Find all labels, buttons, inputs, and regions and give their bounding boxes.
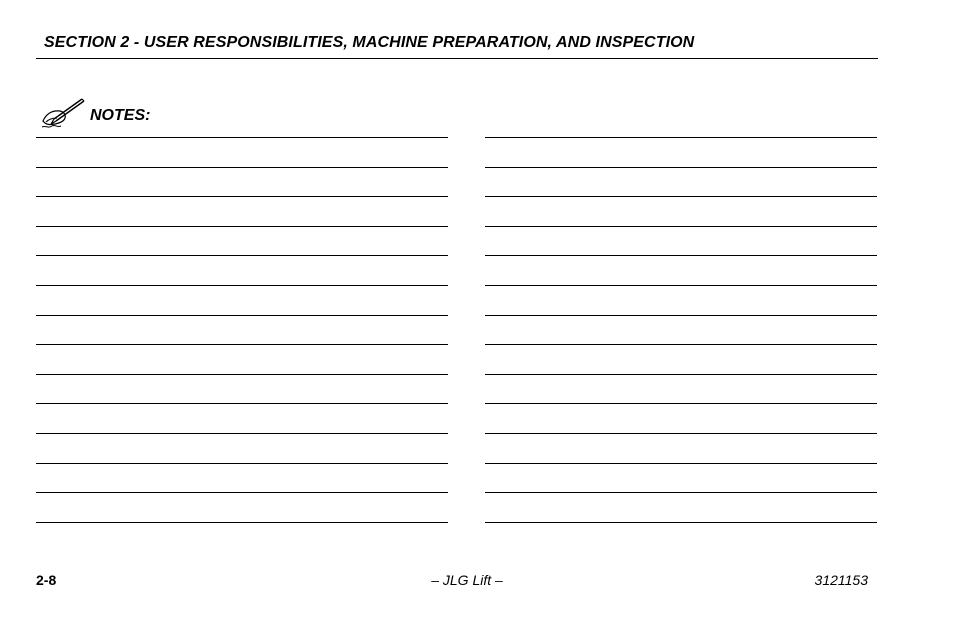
section-title: SECTION 2 - USER RESPONSIBILITIES, MACHINE PREPARATION, AND INSPECTION [44, 34, 695, 51]
notes-blank-line [36, 167, 448, 168]
notes-label: NOTES: [90, 107, 151, 124]
notes-blank-line [36, 374, 448, 375]
notes-blank-line [36, 226, 448, 227]
notes-blank-line [36, 285, 448, 286]
notes-blank-line [36, 137, 448, 138]
page-number: 2-8 [36, 572, 57, 588]
notes-blank-line [485, 196, 877, 197]
notes-blank-line [36, 255, 448, 256]
notes-blank-line [36, 403, 448, 404]
notes-blank-line [485, 285, 877, 286]
notes-column-left [36, 137, 448, 527]
header-rule [36, 58, 878, 59]
notes-blank-line [485, 315, 877, 316]
document-number: 3121153 [814, 572, 868, 588]
notes-blank-line [485, 492, 877, 493]
notes-blank-line [36, 463, 448, 464]
notes-blank-line [485, 226, 877, 227]
notes-blank-line [36, 344, 448, 345]
notes-column-right [485, 137, 877, 527]
notes-blank-line [485, 433, 877, 434]
notes-blank-line [485, 374, 877, 375]
notes-blank-line [36, 522, 448, 523]
notes-blank-line [485, 522, 877, 523]
notes-blank-line [36, 433, 448, 434]
footer-brand: – JLG Lift – [431, 572, 503, 588]
notes-blank-line [36, 196, 448, 197]
pencil-writing-icon [40, 97, 86, 131]
notes-blank-line [485, 167, 877, 168]
notes-blank-line [485, 403, 877, 404]
notes-blank-line [36, 492, 448, 493]
notes-blank-line [36, 315, 448, 316]
notes-blank-line [485, 137, 877, 138]
notes-blank-line [485, 255, 877, 256]
notes-blank-line [485, 344, 877, 345]
notes-blank-line [485, 463, 877, 464]
